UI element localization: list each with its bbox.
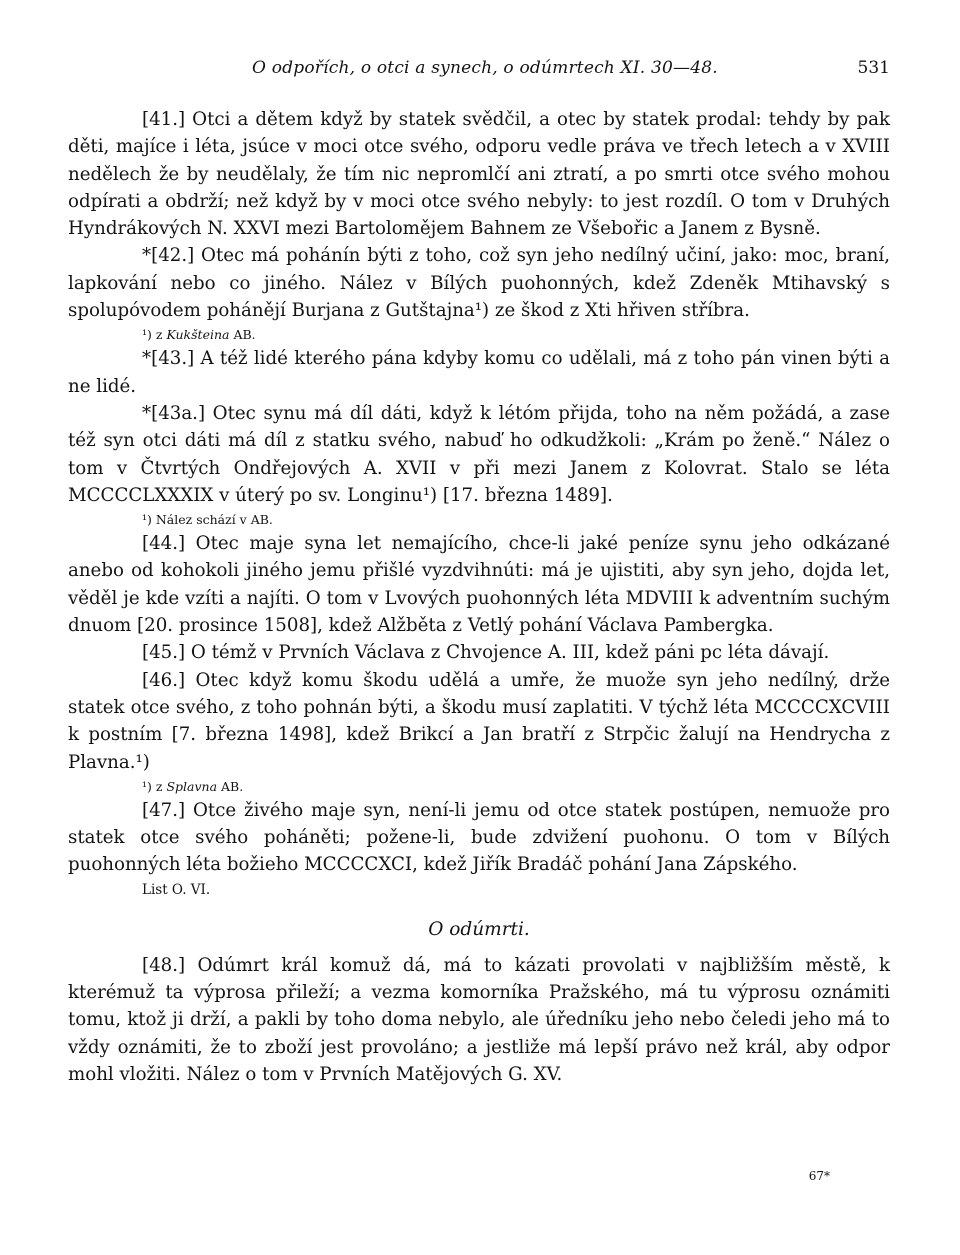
paragraph-43: *[43.] A též lidé kterého pána kdyby komu co udělali, má z toho pán vinen býti a ne lidé. bbox=[68, 348, 890, 397]
section-title: O odúmrti. bbox=[428, 918, 530, 940]
signature-mark: 67* bbox=[808, 1169, 830, 1183]
paragraph-41: [41.] Otci a dětem když by statek svědčil, a otec by statek prodal: tehdy by pak děti, majíce i léta, jsúce v moci otce svého, odporu vedle práva ve třech letech a v XVIII nedělech že by neudělaly, že tím nic nepromlčí ani ztratí, a po smrti otce svého mohou odpírati a obdrží; než když by v moci otce svého nebyly: to jest rozdíl. O tom v Druhých Hyndrákových N. XXVI mezi Bartolomějem Bahnem ze Všebořic a Janem z Bysně. bbox=[68, 109, 890, 240]
footnote-42 bbox=[142, 324, 890, 345]
footnote-46-marker: ¹) z bbox=[142, 778, 163, 794]
running-head-title: O odpořích, o otci a synech, o odúmrtech XI. 30—48. bbox=[252, 58, 718, 78]
footnote-46-source: Splavna bbox=[166, 778, 218, 794]
paragraph-48: [48.] Odúmrt král komuž dá, má to kázati provolati v najbližším městě, k kterémuž ta výprosa přileží; a vezma komorníka Pražského, má tu výprosu oznámiti tomu, ktož ji drží, a pakli by toho doma nebylo, ale úředníku jeho nebo čeledi jeho má to vždy oznámiti, že to zboží jest provoláno; a jestliže má lepší právo než král, aby odpor mohl vložiti. Nález o tom v Prvních Matějových G. XV. bbox=[68, 954, 890, 1085]
paragraph-47: [47.] Otce živého maje syn, není-li jemu od otce statek postúpen, nemuože pro statek otce svého poháněti; požene-li, bude zdvižení puohonu. O tom v Bílých puohonných léta božieho MCCCCXCI, kdež Jiřík Bradáč pohání Jana Zápského. bbox=[68, 799, 890, 876]
folio-note: List O. VI. bbox=[142, 881, 211, 898]
footnote-42-manuscript: AB. bbox=[233, 327, 256, 343]
footnote-42-marker: ¹) z bbox=[142, 327, 163, 343]
paragraph-44: [44.] Otec maje syna let nemajícího, chce-li jaké peníze synu jeho odkázané anebo od kohokoli jiného jemu přišlé vyzdvihnúti: má je ujistiti, aby syn jeho, dojda let, věděl je kde vzíti a najíti. O tom v Lvových puohonných léta MDVIII k adventním suchým dnuom [20. prosince 1508], kdež Alžběta z Vetlý pohání Václava Pambergka. bbox=[68, 533, 890, 637]
footnote-42-source: Kukšteina bbox=[166, 327, 230, 343]
paragraph-42: *[42.] Otec má pohánín býti z toho, což syn jeho nedílný učiní, jako: moc, braní, lapkování nebo co jiného. Nález v Bílých puohonných, kdež Zdeněk Mtihavský s spolupóvodem pohánějí Burjana z Gutštajna¹) ze škod z Xti hřiven stříbra. bbox=[68, 245, 890, 322]
paragraph-46: [46.] Otec když komu škodu udělá a umře, že muože syn jeho nedílný, drže statek otce svého, z toho pohnán býti, a škodu musí zaplatiti. V týchž léta MCCCCXCVIII k postním [7. března 1498], kdež Brikcí a Jan bratří z Strpčic žalují na Hendrycha z Plavna.¹) bbox=[68, 669, 890, 773]
footnote-43a: ¹) Nález schází v AB. bbox=[142, 512, 273, 528]
paragraph-45: [45.] O témž v Prvních Václava z Chvojence A. III, kdež páni pc léta dávají. bbox=[142, 642, 830, 664]
paragraph-43a: *[43a.] Otec synu má díl dáti, když k létóm přijda, toho na něm požádá, a zase též syn otci dáti má díl z statku svého, nabuď ho odkudžkoli: „Krám po ženě.“ Nález o tom v Čtvrtých Ondřejových A. XVII v při mezi Janem z Kolovrat. Stalo se léta MCCCCLXXXIX v úterý po sv. Longinu¹) [17. března 1489]. bbox=[68, 402, 890, 506]
page-number: 531 bbox=[857, 58, 890, 78]
running-head bbox=[68, 58, 890, 92]
footnote-46 bbox=[142, 776, 890, 797]
footnote-46-manuscript: AB. bbox=[221, 778, 244, 794]
